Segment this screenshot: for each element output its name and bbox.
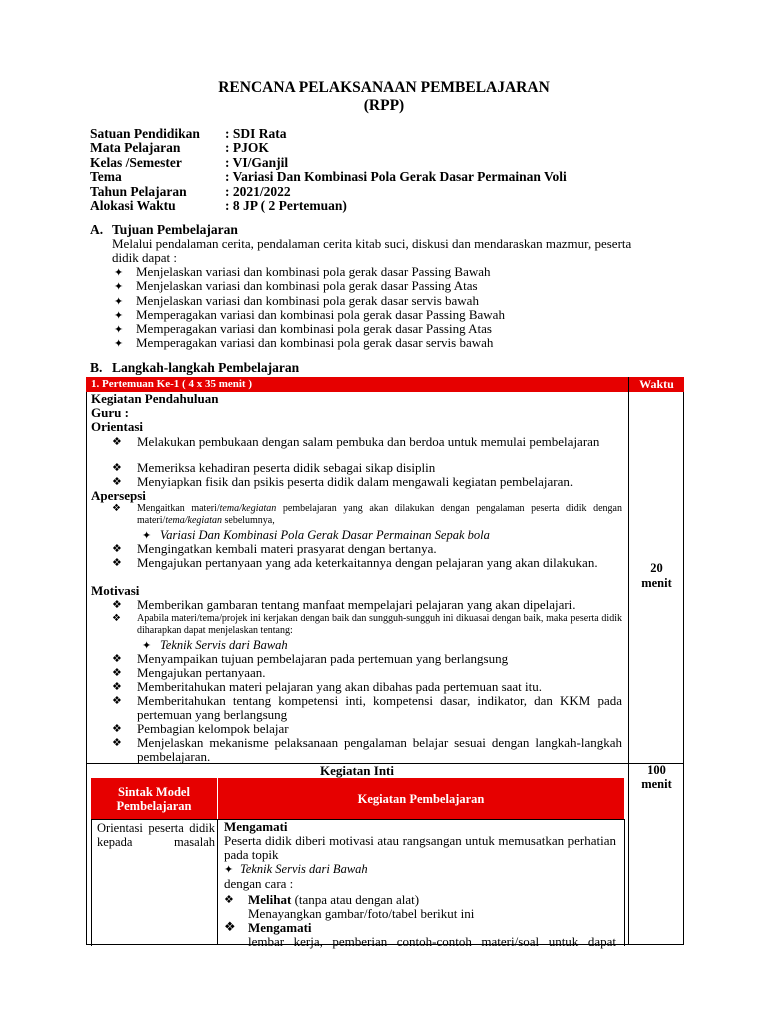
inti-title: Kegiatan Inti: [319, 763, 395, 778]
list-item: ❖ Memberitahukan tentang kompetensi inti, kompetensi dasar, indikator, dan KKM pada pertemuan yang berlangsung: [112, 693, 622, 722]
sintak-header: Sintak Model Pembelajaran: [91, 778, 217, 819]
apersepsi-subitem: ✦ Variasi Dan Kombinasi Pola Gerak Dasar Permainan Sepak bola: [142, 528, 490, 542]
time-value: 100: [647, 763, 666, 777]
time-unit: menit: [641, 576, 672, 590]
list-item: ❖ Pembagian kelompok belajar: [112, 721, 289, 736]
kegiatan-header: Kegiatan Pembelajaran: [218, 778, 624, 819]
diamond-bullet-icon: ❖: [224, 893, 234, 906]
list-item: ❖ Mengajukan pertanyaan yang ada keterkaitannya dengan pelajaran yang akan dilakukan.: [112, 555, 598, 570]
list-item: ❖ Menyiapkan fisik dan psikis peserta didik dalam mengawali kegiatan pembelajaran.: [112, 474, 574, 489]
list-item: ❖ Mengingatkan kembali materi prasyarat dengan bertanya.: [112, 541, 437, 556]
star-bullet-icon: ✦: [142, 639, 152, 652]
star-bullet-icon: ✦: [114, 337, 124, 351]
diamond-bullet-icon: ❖: [224, 920, 236, 935]
sintak-cell: Orientasi peserta didik kepada masalah: [97, 821, 215, 849]
motivasi-subitem: ✦ Teknik Servis dari Bawah: [142, 638, 288, 652]
star-bullet-icon: ✦: [114, 308, 124, 322]
star-bullet-icon: ✦: [114, 280, 124, 294]
identity-row: Satuan Pendidikan : SDI Rata: [90, 126, 287, 141]
list-item: ❖ Memberikan gambaran tentang manfaat mempelajari pelajaran yang akan dipelajari.: [112, 597, 576, 612]
list-item: ❖ Apabila materi/tema/projek ini kerjakan dengan baik dan sungguh-sungguh ini dikuasai dengan baik, maka peserta didik diharapkan dapat menjelaskan tentang:: [112, 613, 622, 636]
dengan-cara: dengan cara :: [224, 876, 294, 891]
list-item: ❖ Mengajukan pertanyaan.: [112, 665, 266, 680]
identity-block: [90, 127, 567, 213]
meeting-header: 1. Pertemuan Ke-1 ( 4 x 35 menit ): [86, 377, 628, 392]
table-divider: [628, 377, 629, 945]
list-item: ❖ Melakukan pembukaan dengan salam pembuka dan berdoa untuk memulai pembelajaran: [112, 434, 600, 449]
kegiatan-cell: [224, 820, 616, 949]
identity-row: Tahun Pelajaran : 2021/2022: [90, 183, 291, 199]
list-item: ❖ Memeriksa kehadiran peserta didik sebagai sikap disiplin: [112, 460, 436, 475]
guru-label: Guru :: [91, 405, 129, 420]
identity-row: Kelas /Semester : VI/Ganjil: [90, 154, 289, 170]
identity-row: Alokasi Waktu : 8 JP ( 2 Pertemuan): [90, 197, 347, 213]
star-bullet-icon: ✦: [142, 529, 152, 542]
list-item: ✦ Menjelaskan variasi dan kombinasi pola gerak dasar servis bawah: [114, 292, 479, 308]
melihat-desc: Menayangkan gambar/foto/tabel berikut ini: [248, 906, 475, 921]
diamond-bullet-icon: ❖: [112, 542, 122, 555]
section-a-heading: A. Tujuan Pembelajaran: [90, 222, 238, 237]
diamond-bullet-icon: ❖: [112, 435, 122, 448]
star-bullet-icon: ✦: [224, 863, 234, 876]
list-item: ✦ Menjelaskan variasi dan kombinasi pola gerak dasar Passing Bawah: [114, 264, 491, 279]
mengamati-text: Peserta didik diberi motivasi atau rangsangan untuk memusatkan perhatian pada topik: [224, 833, 616, 862]
time-unit: menit: [641, 777, 672, 791]
list-item: ❖ Mengaitkan materi/tema/kegiatan pembelajaran yang akan dilakukan dengan pengalaman peserta didik dengan materi/tema/kegiatan sebelumnya,: [112, 503, 622, 526]
diamond-bullet-icon: ❖: [112, 613, 121, 624]
diamond-bullet-icon: ❖: [112, 736, 122, 749]
table-header: [86, 377, 684, 392]
section-b-heading: B. Langkah-langkah Pembelajaran: [90, 360, 300, 375]
diamond-bullet-icon: ❖: [112, 652, 122, 665]
list-item: ✦ Memperagakan variasi dan kombinasi pola gerak dasar Passing Atas: [114, 321, 492, 337]
diamond-bullet-icon: ❖: [112, 475, 122, 488]
mengamati-subitem: ✦ Teknik Servis dari Bawah: [224, 862, 368, 876]
diamond-bullet-icon: ❖: [112, 694, 122, 707]
list-item: ❖ Melihat (tanpa atau dengan alat): [224, 892, 420, 907]
diamond-bullet-icon: ❖: [112, 680, 122, 693]
list-item: ✦ Memperagakan variasi dan kombinasi pola gerak dasar Passing Bawah: [114, 306, 505, 322]
identity-row: Tema : Variasi Dan Kombinasi Pola Gerak Dasar Permainan Voli: [90, 169, 567, 185]
star-bullet-icon: ✦: [114, 266, 124, 279]
mengamati-desc: lembar kerja, pemberian contoh-contoh materi/soal untuk dapat: [248, 934, 616, 949]
time-value: 20: [650, 561, 663, 575]
diamond-bullet-icon: ❖: [112, 503, 121, 514]
list-item: ❖ Menjelaskan mekanisme pelaksanaan pengalaman belajar sesuai dengan langkah-langkah pembelajaran.: [112, 735, 622, 764]
goal-list: [114, 265, 505, 351]
star-bullet-icon: ✦: [114, 323, 124, 337]
diamond-bullet-icon: ❖: [112, 598, 122, 611]
star-bullet-icon: ✦: [114, 294, 124, 308]
list-item: ❖ Menyampaikan tujuan pembelajaran pada pertemuan yang berlangsung: [112, 651, 509, 666]
document-title: RENCANA PELAKSANAAN PEMBELAJARAN: [218, 79, 550, 96]
diamond-bullet-icon: ❖: [112, 556, 122, 569]
motivasi-label: Motivasi: [91, 583, 140, 598]
document-subtitle: (RPP): [363, 97, 405, 114]
list-item: ❖ Memberitahukan materi pelajaran yang akan dibahas pada pertemuan saat itu.: [112, 679, 542, 694]
diamond-bullet-icon: ❖: [112, 461, 122, 474]
inner-column-divider: [217, 819, 218, 945]
identity-row: Mata Pelajaran : PJOK: [90, 140, 269, 156]
list-item: ❖ Mengamati: [224, 920, 312, 935]
mengamati-heading: Mengamati: [224, 819, 288, 834]
pendahuluan-title: Kegiatan Pendahuluan: [91, 391, 219, 406]
apersepsi-label: Apersepsi: [91, 488, 146, 503]
orientasi-label: Orientasi: [91, 419, 143, 434]
section-a-intro: Melalui pendalaman cerita, pendalaman cerita kitab suci, diskusi dan mendaraskan mazmur, peserta didik dapat :: [112, 236, 632, 265]
list-item: ✦ Menjelaskan variasi dan kombinasi pola gerak dasar Passing Atas: [114, 278, 478, 294]
list-item: ✦ Memperagakan variasi dan kombinasi pola gerak dasar servis bawah: [114, 335, 494, 351]
diamond-bullet-icon: ❖: [112, 666, 122, 679]
time-header: Waktu: [629, 377, 684, 392]
diamond-bullet-icon: ❖: [112, 722, 122, 735]
